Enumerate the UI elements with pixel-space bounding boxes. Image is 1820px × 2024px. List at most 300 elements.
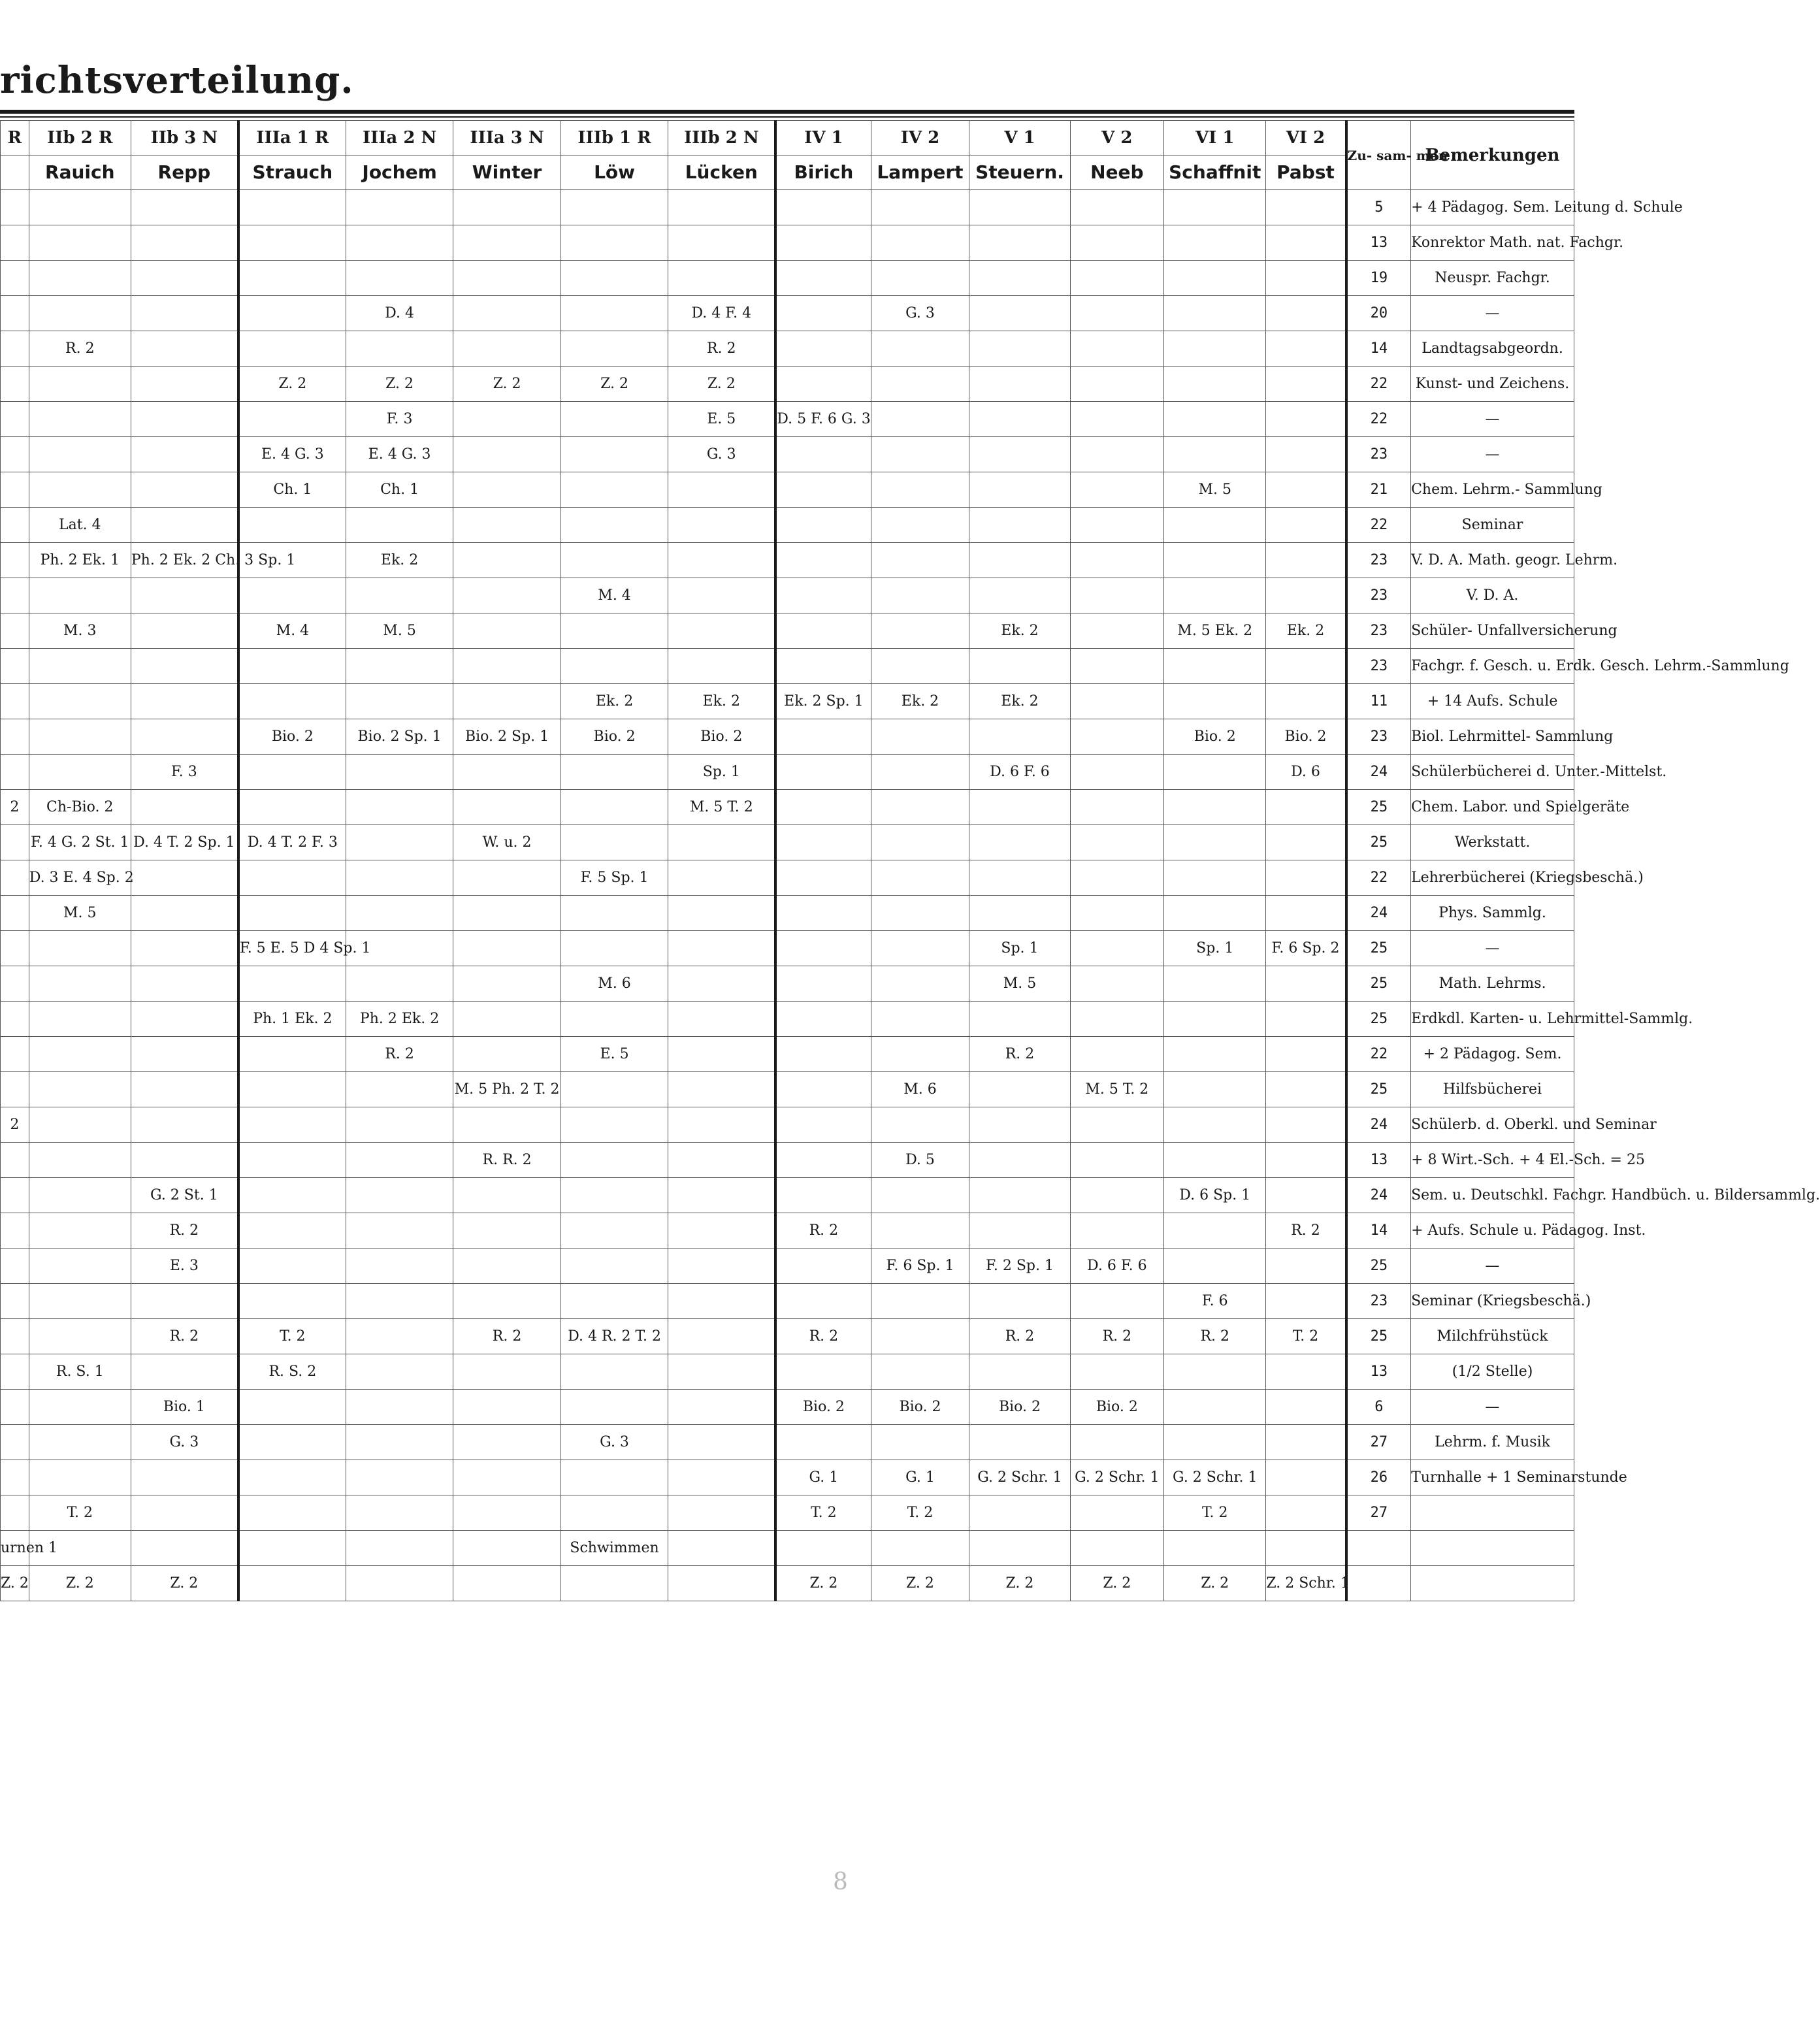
remark: — [1411,437,1574,472]
lesson-cell [1164,543,1266,578]
lesson-cell: G. 3 [561,1425,668,1460]
table-row [1,1178,1574,1213]
teacher-name: Neeb [1070,155,1164,190]
lesson-cell: Bio. 2 [1070,1390,1164,1425]
lesson-cell [1164,684,1266,719]
lesson-cell [969,508,1070,543]
lesson-cell [29,966,131,1002]
lesson-cell [29,1284,131,1319]
lesson-cell [1,1425,29,1460]
lesson-cell [131,1354,238,1390]
table-row [1,790,1574,825]
remark: V. D. A. [1411,578,1574,613]
lesson-cell [453,755,561,790]
lesson-cell [29,755,131,790]
lesson-cell [775,825,871,860]
lesson-cell: M. 5 Ph. 2 T. 2 [453,1072,561,1107]
lesson-cell [668,508,775,543]
lesson-cell [238,1566,346,1601]
lesson-cell [453,1249,561,1284]
lesson-cell [561,1143,668,1178]
remark [1411,1495,1574,1531]
lesson-cell [668,1354,775,1390]
lesson-cell [1164,437,1266,472]
class-header: VI 1 [1164,121,1266,155]
remark: + 14 Aufs. Schule [1411,684,1574,719]
lesson-cell: D. 6 [1266,755,1346,790]
lesson-cell [238,1495,346,1531]
lesson-cell: R. 2 [131,1213,238,1249]
teacher-name: Steuern. [969,155,1070,190]
lesson-cell [1266,472,1346,508]
hours-total: 23 [1346,719,1411,755]
lesson-cell [238,578,346,613]
hours-total: 20 [1346,296,1411,331]
hours-total: 5 [1346,190,1411,225]
lesson-cell: Ch. 1 [238,472,346,508]
lesson-cell [668,1531,775,1566]
hours-total: 25 [1346,825,1411,860]
lesson-cell [561,790,668,825]
lesson-cell [238,296,346,331]
lesson-cell [346,1390,453,1425]
lesson-cell [1070,860,1164,896]
lesson-cell [453,437,561,472]
table-body [1,190,1820,1601]
lesson-cell: F. 6 Sp. 2 [1266,931,1346,966]
table-row [1,1037,1574,1072]
lesson-cell [871,755,969,790]
lesson-cell [1,225,29,261]
lesson-cell [561,896,668,931]
lesson-cell: T. 2 [29,1495,131,1531]
lesson-cell [668,1213,775,1249]
lesson-cell: M. 5 [1164,472,1266,508]
lesson-cell [871,931,969,966]
lesson-cell [453,1002,561,1037]
lesson-cell [1,1002,29,1037]
lesson-cell [453,1107,561,1143]
lesson-cell [871,1425,969,1460]
lesson-cell [1,825,29,860]
lesson-cell [453,790,561,825]
lesson-cell [453,860,561,896]
lesson-cell [1070,190,1164,225]
lesson-cell: Z. 2 [871,1566,969,1601]
lesson-cell [668,543,775,578]
lesson-cell [1070,896,1164,931]
lesson-cell [871,1531,969,1566]
lesson-cell [871,1284,969,1319]
lesson-cell [775,860,871,896]
class-header: IIIb 2 N [668,121,775,155]
hours-total: 25 [1346,1319,1411,1354]
remarks-header: Bemerkungen [1411,121,1574,190]
lesson-cell [871,649,969,684]
table-row [1,225,1574,261]
lesson-cell [29,684,131,719]
lesson-cell [871,437,969,472]
lesson-cell: R. 2 [453,1319,561,1354]
hours-total: 13 [1346,1143,1411,1178]
lesson-cell [1164,1143,1266,1178]
lesson-cell [668,190,775,225]
lesson-cell [969,649,1070,684]
lesson-cell: D. 4 F. 4 [668,296,775,331]
lesson-cell: Bio. 2 [871,1390,969,1425]
lesson-cell: G. 1 [775,1460,871,1495]
lesson-cell [238,225,346,261]
lesson-cell [969,825,1070,860]
lesson-cell [346,1495,453,1531]
class-header: IIb 3 N [131,121,238,155]
lesson-cell [969,1354,1070,1390]
lesson-cell: Z. 2 [969,1566,1070,1601]
lesson-cell: Ek. 2 [561,684,668,719]
lesson-cell [668,1072,775,1107]
class-header: R [1,121,29,155]
teacher-name: Lücken [668,155,775,190]
lesson-cell [453,931,561,966]
lesson-cell: Ph. 2 Ek. 1 [29,543,131,578]
lesson-cell: F. 3 [346,402,453,437]
lesson-cell [453,190,561,225]
remark: Seminar [1411,508,1574,543]
lesson-cell [668,1495,775,1531]
lesson-cell [1164,402,1266,437]
lesson-cell [453,402,561,437]
lesson-cell [238,649,346,684]
lesson-cell [871,1002,969,1037]
lesson-cell [29,1460,131,1495]
lesson-cell: Sp. 1 [969,931,1070,966]
class-header: IIIa 2 N [346,121,453,155]
hours-total: 25 [1346,931,1411,966]
lesson-cell [1266,966,1346,1002]
lesson-cell: R. 2 [29,331,131,367]
lesson-cell: Bio. 2 [1164,719,1266,755]
lesson-cell: Z. 2 [29,1566,131,1601]
table-row [1,649,1574,684]
lesson-cell: Z. 2 [1070,1566,1164,1601]
lesson-cell [1070,402,1164,437]
lesson-cell [871,578,969,613]
lesson-cell [775,1143,871,1178]
lesson-cell [1070,225,1164,261]
lesson-cell [1266,402,1346,437]
hours-total: 24 [1346,1107,1411,1143]
lesson-cell [561,437,668,472]
lesson-cell [346,1425,453,1460]
lesson-cell [1266,1425,1346,1460]
hours-total: 22 [1346,508,1411,543]
lesson-cell [775,1284,871,1319]
lesson-cell [1,1178,29,1213]
lesson-cell [1070,1213,1164,1249]
lesson-cell [1,367,29,402]
lesson-cell [1070,1531,1164,1566]
lesson-cell [668,1143,775,1178]
lesson-cell: D. 4 T. 2 Sp. 1 [131,825,238,860]
lesson-cell [29,190,131,225]
lesson-cell: E. 4 G. 3 [346,437,453,472]
teacher-name: Jochem [346,155,453,190]
lesson-cell [1,261,29,296]
lesson-cell: Bio. 2 [969,1390,1070,1425]
lesson-cell [346,1107,453,1143]
lesson-cell [871,1319,969,1354]
lesson-cell: F. 3 [131,755,238,790]
class-header: IIb 2 R [29,121,131,155]
remark: Schülerb. d. Oberkl. und Seminar [1411,1107,1574,1143]
lesson-cell [775,790,871,825]
hours-total: 25 [1346,1002,1411,1037]
lesson-cell [1266,1390,1346,1425]
lesson-cell [1070,1178,1164,1213]
lesson-cell [668,472,775,508]
lesson-cell [131,225,238,261]
page-title: richtsverteilung. [0,59,354,102]
lesson-cell [346,1249,453,1284]
lesson-cell: M. 5 [969,966,1070,1002]
lesson-cell [1266,1495,1346,1531]
table-row [1,296,1574,331]
lesson-cell [969,1213,1070,1249]
lesson-cell [668,649,775,684]
hours-total: 24 [1346,896,1411,931]
hours-total: 14 [1346,331,1411,367]
lesson-cell [668,1107,775,1143]
lesson-cell [238,508,346,543]
lesson-cell [1,755,29,790]
hours-total: 14 [1346,1213,1411,1249]
table-row [1,1566,1574,1601]
table-row [1,860,1574,896]
lesson-cell [668,825,775,860]
lesson-cell: M. 4 [561,578,668,613]
lesson-cell [1,578,29,613]
lesson-cell [131,1143,238,1178]
lesson-cell [668,931,775,966]
lesson-cell [561,1566,668,1601]
lesson-cell [1,931,29,966]
lesson-cell [969,1495,1070,1531]
lesson-cell [29,1425,131,1460]
lesson-cell [346,331,453,367]
lesson-cell [1164,367,1266,402]
lesson-cell [1,1143,29,1178]
teacher-name: Schaffnit [1164,155,1266,190]
lesson-cell [29,719,131,755]
lesson-cell [1,1037,29,1072]
lesson-cell: Schwimmen [561,1531,668,1566]
lesson-cell: R. 2 [1266,1213,1346,1249]
lesson-cell [871,966,969,1002]
lesson-cell [453,1354,561,1390]
lesson-cell [131,613,238,649]
lesson-cell [1,860,29,896]
lesson-cell [969,719,1070,755]
lesson-cell [1266,1460,1346,1495]
lesson-cell: Sp. 1 [1164,931,1266,966]
lesson-cell: R. 2 [775,1213,871,1249]
lesson-cell [871,225,969,261]
lesson-cell [1266,543,1346,578]
lesson-cell: M. 5 [346,613,453,649]
lesson-cell [969,543,1070,578]
hours-total: 19 [1346,261,1411,296]
lesson-cell [1070,367,1164,402]
lesson-cell [1,1390,29,1425]
table-row [1,261,1574,296]
lesson-cell [1070,1037,1164,1072]
lesson-cell [238,1178,346,1213]
table-row [1,1390,1574,1425]
teacher-name [1,155,29,190]
lesson-cell: M. 5 [29,896,131,931]
lesson-cell: Z. 2 [238,367,346,402]
lesson-cell: Bio. 2 [775,1390,871,1425]
lesson-cell [1164,1390,1266,1425]
teacher-name: Strauch [238,155,346,190]
lesson-cell [561,1390,668,1425]
lesson-cell [131,931,238,966]
lesson-cell: 2 [1,790,29,825]
lesson-cell [1164,1072,1266,1107]
lesson-cell [1070,261,1164,296]
lesson-cell [1070,1143,1164,1178]
header-rule [0,110,1574,114]
lesson-cell: R. 2 [346,1037,453,1072]
lesson-cell: D. 5 F. 6 G. 3 [775,402,871,437]
lesson-cell [561,472,668,508]
lesson-cell [668,1566,775,1601]
lesson-cell [668,613,775,649]
lesson-cell [871,1213,969,1249]
lesson-cell [1,472,29,508]
lesson-cell: Z. 2 [131,1566,238,1601]
lesson-cell: D. 4 [346,296,453,331]
lesson-cell [238,1249,346,1284]
lesson-cell [775,613,871,649]
lesson-cell [1164,649,1266,684]
lesson-cell [775,225,871,261]
lesson-cell [238,261,346,296]
lesson-cell [453,1425,561,1460]
lesson-cell [668,1390,775,1425]
lesson-cell [238,402,346,437]
remark: Konrektor Math. nat. Fachgr. [1411,225,1574,261]
hours-total: 22 [1346,367,1411,402]
lesson-cell: Ek. 2 Sp. 1 [775,684,871,719]
lesson-cell [346,790,453,825]
lesson-cell [29,296,131,331]
table-row [1,755,1574,790]
lesson-cell [1266,1107,1346,1143]
lesson-cell [1164,1249,1266,1284]
lesson-cell [969,367,1070,402]
lesson-cell [1070,578,1164,613]
lesson-cell [453,1531,561,1566]
lesson-cell: W. u. 2 [453,825,561,860]
lesson-cell [561,1460,668,1495]
lesson-cell [668,1460,775,1495]
lesson-cell [238,684,346,719]
lesson-cell [775,719,871,755]
lesson-cell: F. 6 [1164,1284,1266,1319]
lesson-cell [453,1390,561,1425]
lesson-cell: Bio. 2 Sp. 1 [346,719,453,755]
lesson-cell [131,1284,238,1319]
lesson-cell [561,1072,668,1107]
lesson-cell [1164,261,1266,296]
table-row [1,367,1574,402]
lesson-cell [238,1531,346,1566]
lesson-cell [131,402,238,437]
lesson-cell [29,402,131,437]
header-rule-thin [0,116,1574,118]
table-row [1,1425,1574,1460]
lesson-cell [131,790,238,825]
lesson-cell [561,543,668,578]
lesson-cell: Bio. 2 Sp. 1 [453,719,561,755]
table-row [1,1495,1574,1531]
class-header: IIIa 1 R [238,121,346,155]
lesson-cell [131,860,238,896]
lesson-cell [775,896,871,931]
lesson-cell [238,1143,346,1178]
lesson-cell [29,649,131,684]
lesson-cell [131,472,238,508]
class-header: IIIa 3 N [453,121,561,155]
lesson-cell [775,437,871,472]
lesson-cell: R. S. 2 [238,1354,346,1390]
lesson-cell [453,649,561,684]
remark: + 8 Wirt.-Sch. + 4 El.-Sch. = 25 [1411,1143,1574,1178]
lesson-cell: Z. 2 [1,1566,29,1601]
remark: Hilfsbücherei [1411,1072,1574,1107]
lesson-cell: Ek. 2 [969,684,1070,719]
lesson-cell [131,296,238,331]
hours-total: 23 [1346,437,1411,472]
lesson-cell: M. 5 Ek. 2 [1164,613,1266,649]
lesson-cell [871,825,969,860]
remark: Biol. Lehrmittel- Sammlung [1411,719,1574,755]
lesson-cell [346,1213,453,1249]
lesson-cell [668,1425,775,1460]
lesson-cell [1164,1531,1266,1566]
remark: Milchfrühstück [1411,1319,1574,1354]
lesson-cell: G. 2 St. 1 [131,1178,238,1213]
lesson-cell: Ek. 2 [668,684,775,719]
lesson-cell [29,225,131,261]
lesson-cell [346,1072,453,1107]
lesson-cell: Ph. 2 Ek. 2 [346,1002,453,1037]
teacher-name: Lampert [871,155,969,190]
lesson-cell: Ch-Bio. 2 [29,790,131,825]
lesson-cell [775,190,871,225]
lesson-cell: D. 6 F. 6 [1070,1249,1164,1284]
lesson-cell [131,1002,238,1037]
lesson-cell [238,896,346,931]
lesson-cell [668,1178,775,1213]
lesson-cell [346,825,453,860]
lesson-cell [1,190,29,225]
lesson-cell [668,225,775,261]
lesson-cell [131,896,238,931]
lesson-cell [561,1213,668,1249]
lesson-cell [29,261,131,296]
